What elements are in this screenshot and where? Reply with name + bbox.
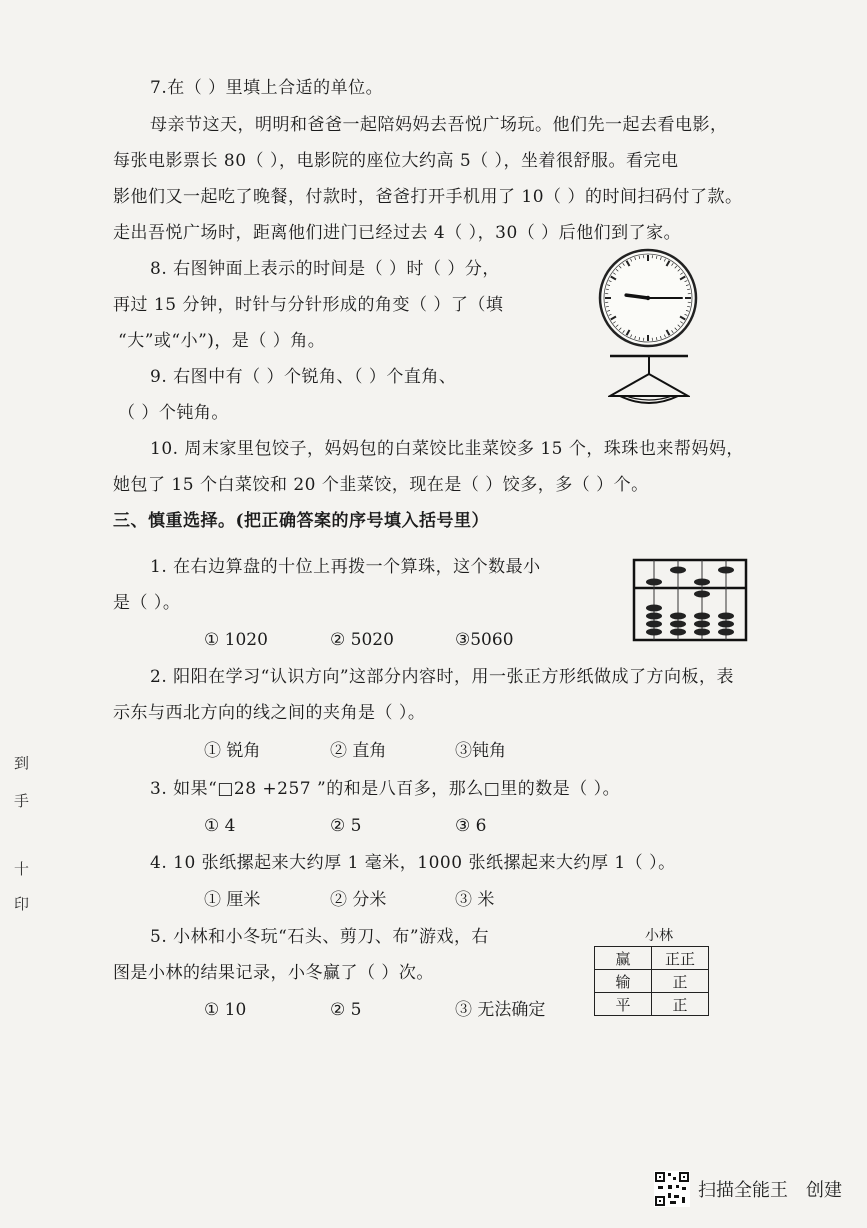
tally-row (595, 947, 709, 970)
q7-line4: 走出吾悦广场时，距离他们进门已经过去 4（ ），30（ ）后他们到了家。 (113, 223, 682, 243)
qr-code-icon (654, 1171, 690, 1207)
angle-figure (608, 352, 690, 410)
c5-line1: 5. 小林和小冬玩“石头、剪刀、布”游戏，右 (150, 927, 490, 947)
scanner-watermark (654, 1171, 842, 1207)
tally-label: 平 (595, 993, 652, 1016)
c1-option-1: ① 1020 (204, 630, 268, 650)
scanner-brand: 扫描全能王 (698, 1180, 788, 1201)
q9-line1: 9. 右图中有（ ）个锐角、（ ）个直角、 (150, 367, 457, 387)
c2-option-2: ② 直角 (330, 741, 387, 761)
q9-line2: （ ）个钝角。 (118, 403, 229, 423)
c4-option-3: ③ 米 (455, 890, 495, 910)
c3-option-1: ① 4 (204, 816, 236, 836)
c5-option-1: ① 10 (204, 1000, 247, 1020)
q7-line3: 影他们又一起吃了晚餐，付款时，爸爸打开手机用了 10（ ）的时间扫码付了款。 (113, 187, 743, 207)
q7-line1: 母亲节这天，明明和爸爸一起陪妈妈去吾悦广场玩。他们先一起去看电影， (150, 115, 728, 135)
margin-char-1: 到 (14, 754, 30, 772)
q10-line2: 她包了 15 个白菜饺和 20 个韭菜饺，现在是（ ）饺多，多（ ）个。 (113, 475, 649, 495)
c3-line1: 3. 如果“□28 +257 ”的和是八百多，那么□里的数是（ ）。 (150, 779, 621, 799)
scanner-suffix: 创建 (806, 1180, 842, 1201)
margin-char-3: 十 (14, 860, 30, 878)
c1-option-2: ② 5020 (330, 630, 394, 650)
abacus-figure (632, 558, 748, 642)
c2-line2: 示东与西北方向的线之间的夹角是（ ）。 (113, 703, 426, 723)
q8-line1: 8. 右图钟面上表示的时间是（ ）时（ ）分， (150, 259, 500, 279)
q7-line2: 每张电影票长 80（ ），电影院的座位大约高 5（ ），坐着很舒服。看完电 (113, 151, 679, 171)
tally-label: 输 (595, 970, 652, 993)
c1-option-3: ③5060 (455, 630, 514, 650)
tally-value: 正正 (652, 947, 709, 970)
c2-line1: 2. 阳阳在学习“认识方向”这部分内容时，用一张正方形纸做成了方向板，表 (150, 667, 735, 687)
tally-label: 赢 (595, 947, 652, 970)
c4-line1: 4. 10 张纸摞起来大约厚 1 毫米，1000 张纸摞起来大约厚 1（ ）。 (150, 853, 676, 873)
c2-option-1: ① 锐角 (204, 741, 261, 761)
c4-option-2: ② 分米 (330, 890, 387, 910)
c4-option-1: ① 厘米 (204, 890, 261, 910)
c1-line2: 是（ ）。 (113, 593, 181, 613)
tally-value: 正 (652, 970, 709, 993)
c1-line1: 1. 在右边算盘的十位上再拨一个算珠，这个数最小 (150, 557, 541, 577)
c5-option-3: ③ 无法确定 (455, 1000, 546, 1020)
c3-option-3: ③ 6 (455, 816, 487, 836)
q8-line2: 再过 15 分钟，时针与分针形成的角变（ ）了（填 (113, 295, 504, 315)
tally-row (595, 993, 709, 1016)
q10-line1: 10. 周末家里包饺子，妈妈包的白菜饺比韭菜饺多 15 个，珠珠也来帮妈妈， (150, 439, 744, 459)
c3-option-2: ② 5 (330, 816, 362, 836)
margin-char-2: 手 (14, 792, 30, 810)
tally-value: 正 (652, 993, 709, 1016)
tally-row (595, 970, 709, 993)
tally-table (594, 946, 709, 1016)
q8-line3: “大”或“小”)，是（ ）角。 (118, 331, 326, 351)
margin-char-4: 印 (14, 895, 30, 913)
c5-option-2: ② 5 (330, 1000, 362, 1020)
c2-option-3: ③钝角 (455, 741, 506, 761)
q7-title: 7.在（ ）里填上合适的单位。 (150, 78, 384, 98)
c5-line2: 图是小林的结果记录，小冬赢了（ ）次。 (113, 963, 434, 983)
tally-title: 小林 (645, 928, 673, 944)
clock-figure (598, 248, 698, 348)
section3-title: 三、慎重选择。(把正确答案的序号填入括号里） (113, 511, 490, 531)
